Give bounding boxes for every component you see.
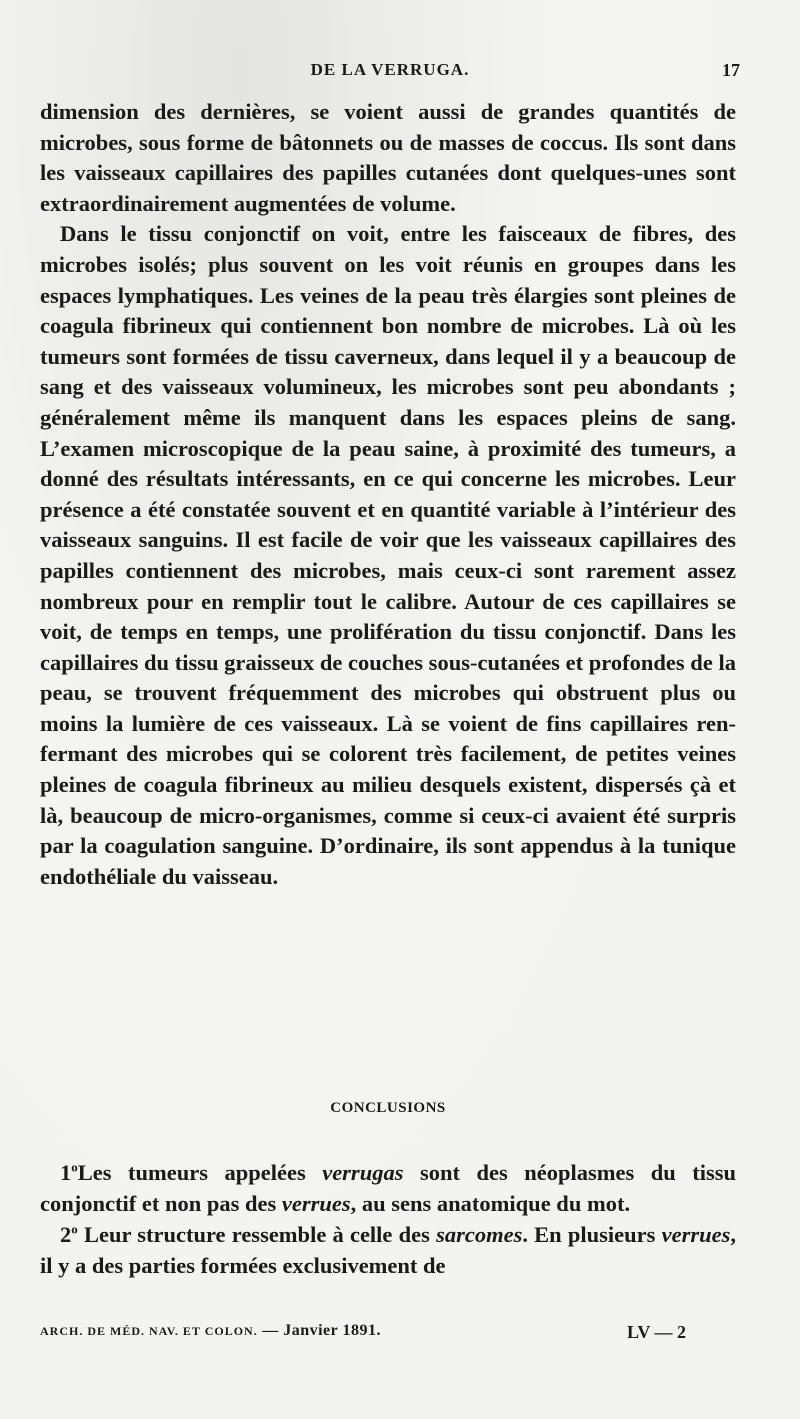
body-text xyxy=(40,97,736,892)
footer-dash: — xyxy=(257,1322,284,1339)
item-number: 2 xyxy=(60,1222,72,1247)
conclusion-item-2 xyxy=(40,1219,736,1281)
ordinal-mark: o xyxy=(71,1159,78,1175)
running-head: DE LA VERRUGA. xyxy=(310,60,470,79)
ordinal-mark: o xyxy=(71,1221,78,1237)
journal-name: ARCH. DE MÉD. NAV. ET COLON. xyxy=(40,1324,258,1338)
item-number: 1 xyxy=(60,1160,72,1185)
item-text: , au sens anatomique du mot. xyxy=(350,1191,631,1216)
item-text: , il y a des parties formées exclusivement de xyxy=(40,1222,736,1278)
item-text: . En plusieurs xyxy=(522,1222,662,1247)
page-header xyxy=(40,60,740,90)
journal-reference xyxy=(40,1322,381,1340)
paragraph-2: Dans le tissu conjonctif on voit, entre les faisceaux de fibres, des microbes isolés; plus souvent on les voit réunis en groupes dans les espaces lymphatiques. Les veines de la peau très élargies sont pleines de coagula fibrineux qui contiennent bon nombre de microbes. Là où les tumeurs sont formées de tissu caverneux, dans lequel il y a beaucoup de sang et des vaisseaux volumineux, les microbes sont peu abondants ; généralement même ils manquent dans les espaces pleins de sang. L’examen microscopique de la peau saine, à proximité des tumeurs, a donné des résultats intéressants, en ce qui concerne les microbes. Leur présence a été constatée souvent et en quantité variable à l’intérieur des vaisseaux sanguins. Il est facile de voir que les vaisseaux capillaires des papilles contiennent des microbes, mais ceux-ci sont rarement assez nombreux pour en remplir tout le calibre. Autour de ces capillaires se voit, de temps en temps, une prolifération du tissu conjonctif. Dans les capillaires du tissu graisseux de couches sous-cutanées et profondes de la peau, se trouvent fréquemment des microbes qui obstruent plus ou moins la lumière de ces vaisseaux. Là se voient de fins capillaires renfermant des microbes qui se colorent très facilement, de petites veines pleines de coagula fibrineux au milieu desquels existent, dispersés çà et là, beaucoup de micro-organismes, comme si ceux-ci avaient été surpris par la coagulation sanguine. D’ordinaire, ils sont appendus à la tunique endothéliale du vaisseau. xyxy=(40,221,736,889)
page-number: 17 xyxy=(722,60,740,80)
italic-term: verrugas xyxy=(322,1160,404,1185)
conclusion-item-1 xyxy=(40,1157,736,1219)
journal-date: Janvier 1891. xyxy=(283,1322,381,1339)
item-text: sont des néoplasmes du tissu conjonctif et non pas des xyxy=(40,1160,736,1216)
paragraph-1: dimension des dernières, se voient aussi de grandes quantités de microbes, sous forme de bâtonnets ou de masses de coccus. Ils sont dans les vaisseaux capillaires des papilles cutanées dont quelques-unes sont extraordinairement augmentées de volume. xyxy=(40,99,736,216)
signature-mark: LV — 2 xyxy=(626,1322,686,1342)
italic-term: sarcomes xyxy=(436,1222,523,1247)
item-text: Leur structure ressemble à celle des xyxy=(77,1222,437,1247)
section-title-conclusions: CONCLUSIONS xyxy=(330,1100,446,1116)
item-text: Les tumeurs appelées xyxy=(77,1160,323,1185)
page-footer xyxy=(40,1322,736,1348)
italic-term: verrues xyxy=(661,1222,731,1247)
italic-term: verrues xyxy=(281,1191,351,1216)
conclusions-list xyxy=(40,1157,736,1281)
